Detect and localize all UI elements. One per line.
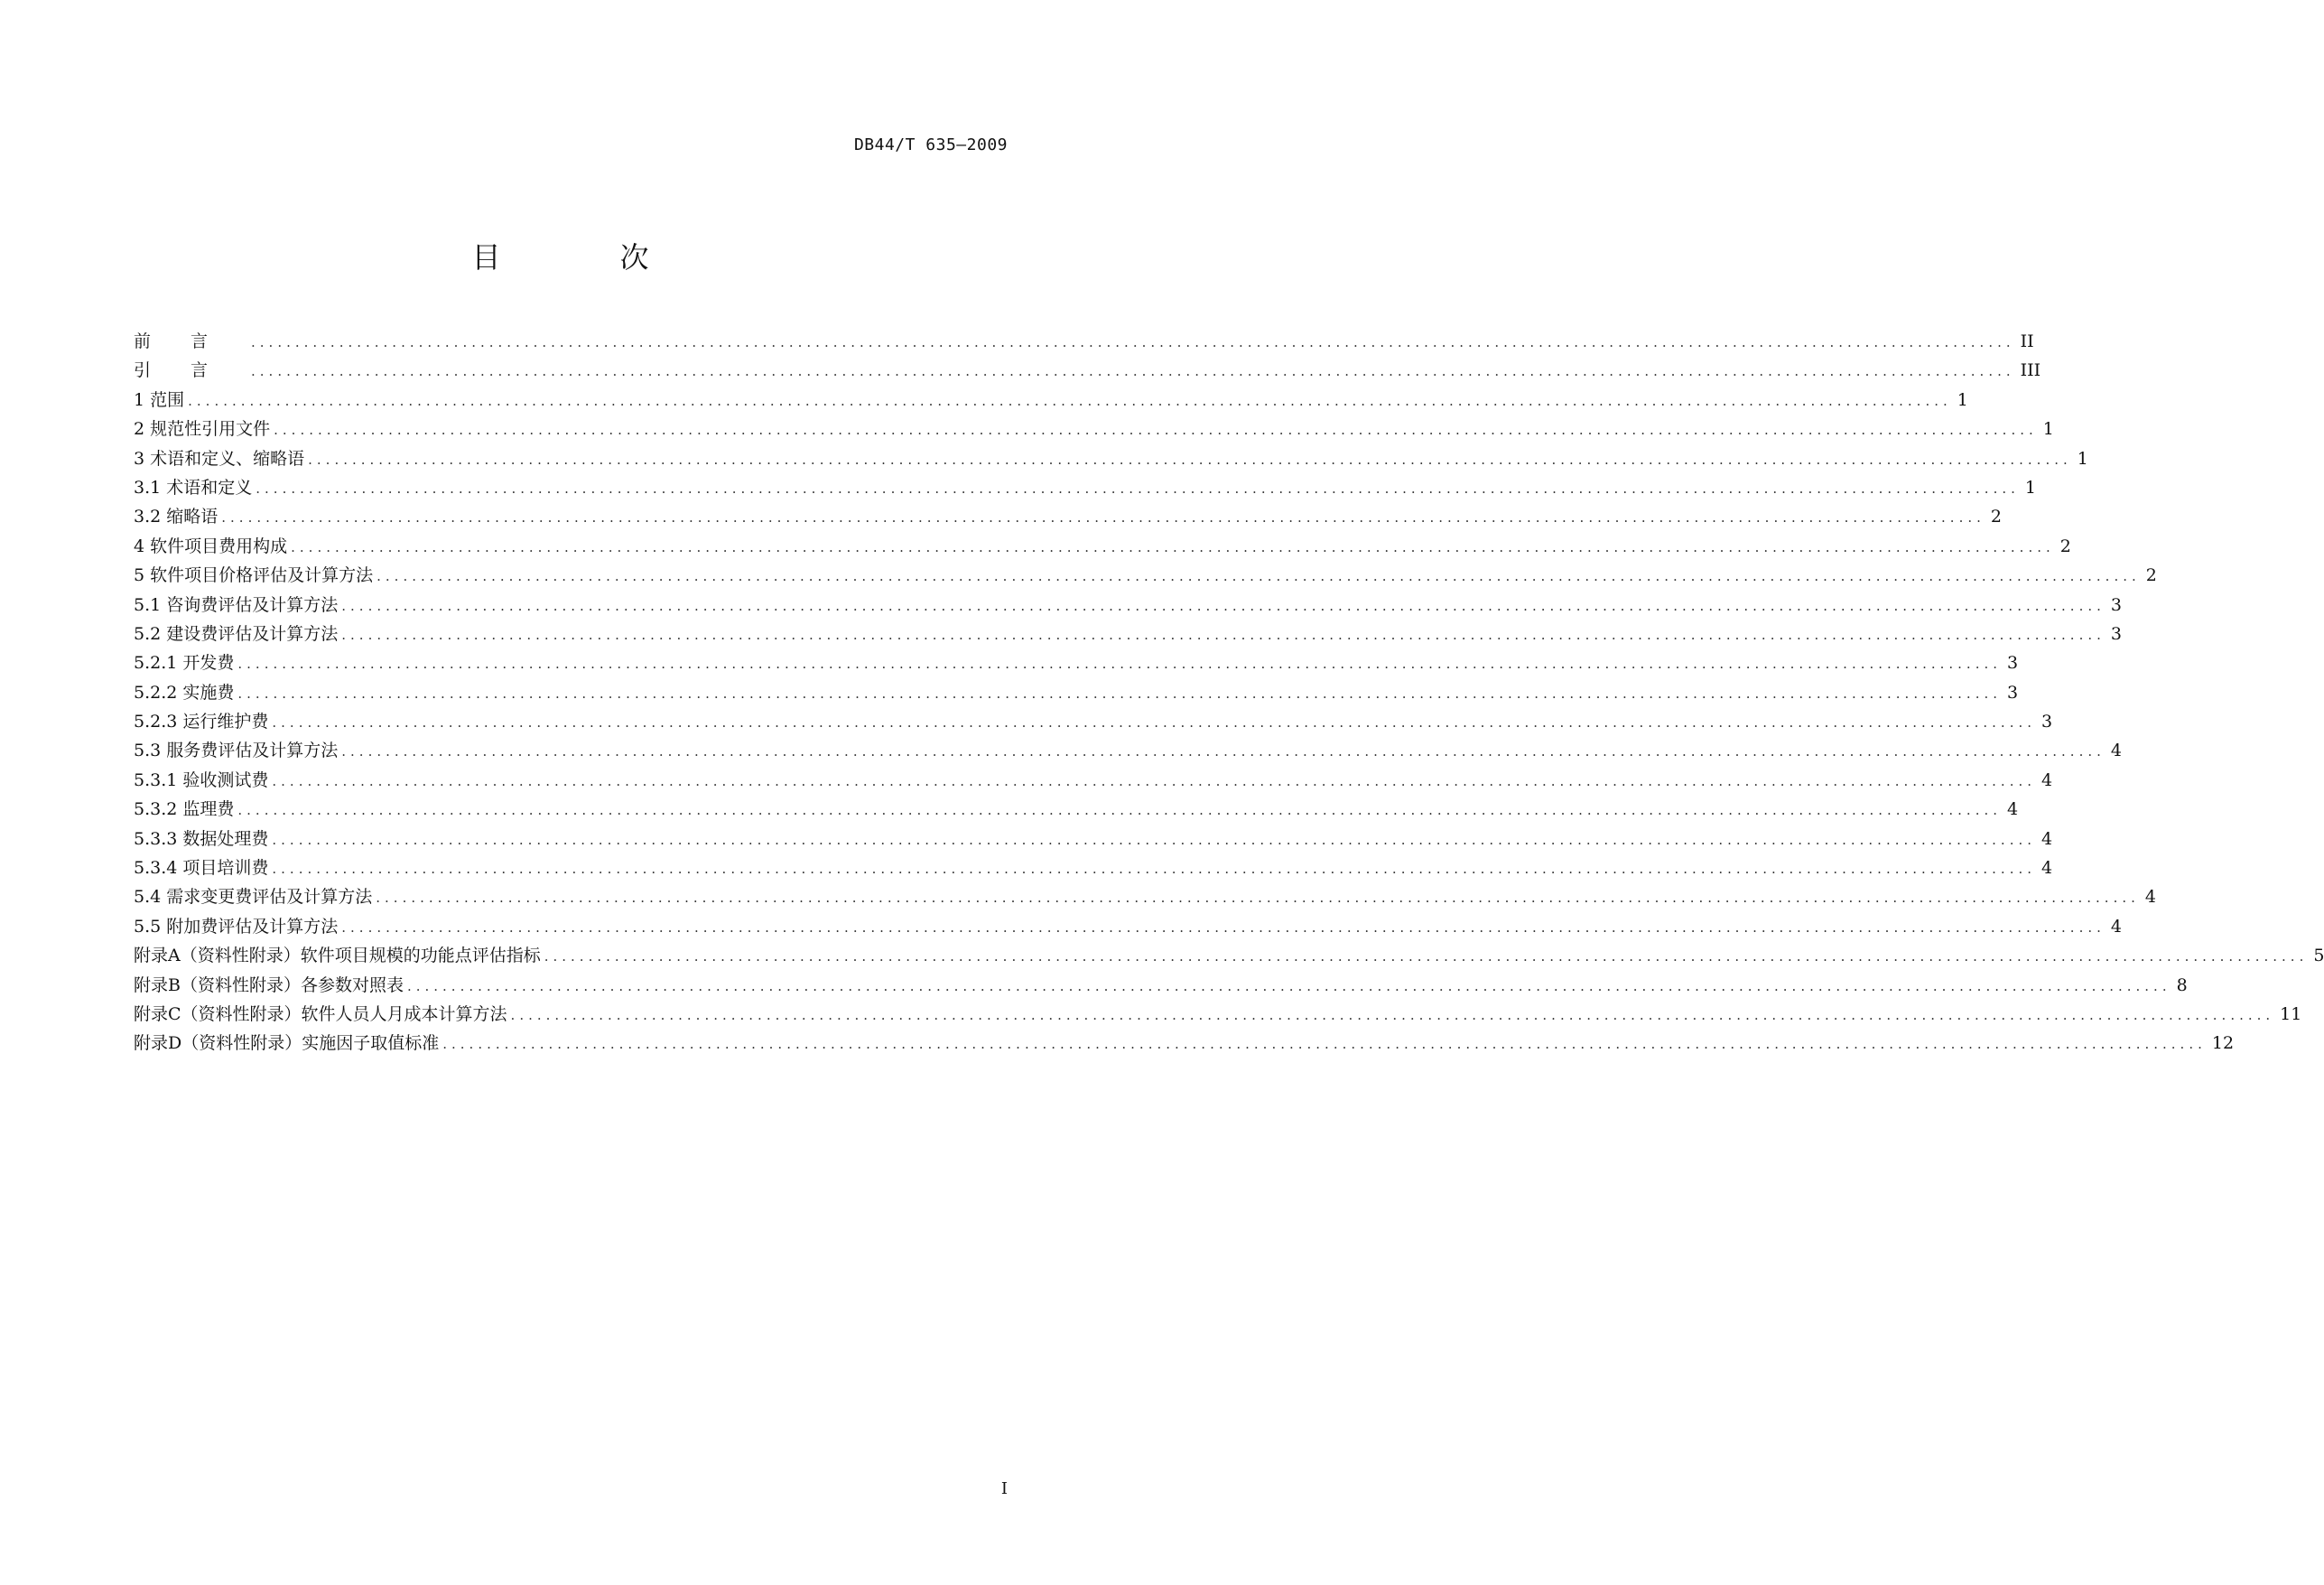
toc-entry-label: 5.2 建设费评估及计算方法 bbox=[134, 623, 339, 644]
toc-entry-page: 5 bbox=[2313, 946, 2324, 966]
toc-entry-label: 3.1 术语和定义 bbox=[134, 477, 253, 498]
toc-entry[interactable] bbox=[134, 972, 2188, 1001]
toc-dot-leader: ........................................................................................................................................................................................................ bbox=[341, 918, 2106, 936]
toc-entry-page: 3 bbox=[2007, 653, 2019, 674]
toc-entry-label: 4 软件项目费用构成 bbox=[134, 536, 288, 556]
toc-dot-leader: ........................................................................................................................................................................................................ bbox=[544, 948, 2309, 965]
toc-entry-page: 4 bbox=[2041, 828, 2053, 849]
toc-entry[interactable] bbox=[134, 1001, 2302, 1030]
toc-entry[interactable] bbox=[134, 854, 2053, 883]
toc-entry-label: 5.2.1 开发费 bbox=[134, 653, 235, 674]
toc-entry-label: 5.2.3 运行维护费 bbox=[134, 712, 269, 732]
toc-entry[interactable] bbox=[134, 679, 2019, 708]
toc-entry-page: 4 bbox=[2144, 887, 2156, 908]
toc-entry-page: 1 bbox=[1957, 389, 1968, 410]
toc-entry[interactable] bbox=[134, 649, 2019, 678]
toc-dot-leader: ........................................................................................................................................................................................................ bbox=[251, 363, 2015, 380]
toc-entry-page: 1 bbox=[2077, 448, 2088, 469]
toc-dot-leader: ........................................................................................................................................................................................................ bbox=[272, 861, 2037, 878]
toc-entry-page: 4 bbox=[2110, 741, 2122, 761]
toc-entry-label: 5.2.2 实施费 bbox=[134, 682, 235, 703]
toc-entry[interactable] bbox=[134, 825, 2053, 854]
toc-entry-label: 5.4 需求变更费评估及计算方法 bbox=[134, 887, 373, 908]
toc-entry[interactable] bbox=[134, 533, 2071, 562]
toc-entry-page: 2 bbox=[1990, 507, 2002, 527]
standard-code: DB44/T 635—2009 bbox=[853, 135, 1008, 154]
toc-entry[interactable] bbox=[134, 387, 1968, 415]
toc-dot-leader: ........................................................................................................................................................................................................ bbox=[442, 1036, 2207, 1053]
toc-dot-leader: ........................................................................................................................................................................................................ bbox=[188, 392, 1952, 409]
toc-dot-leader: ........................................................................................................................................................................................................ bbox=[274, 422, 2038, 439]
toc-entry-page: 4 bbox=[2041, 858, 2053, 879]
toc-entry-label: 附录A（资料性附录）软件项目规模的功能点评估指标 bbox=[134, 946, 541, 966]
toc-dot-leader: ........................................................................................................................................................................................................ bbox=[221, 509, 1985, 527]
toc-dot-leader: ........................................................................................................................................................................................................ bbox=[237, 685, 2003, 702]
toc-entry-page: 4 bbox=[2110, 916, 2122, 937]
toc-entry[interactable] bbox=[134, 445, 2088, 474]
toc-entry[interactable] bbox=[134, 708, 2053, 737]
toc-entry-label: 前言 bbox=[134, 331, 248, 351]
toc-entry-label: 5.3 服务费评估及计算方法 bbox=[134, 741, 339, 761]
toc-entry-page: 3 bbox=[2041, 712, 2053, 732]
toc-entry-page: II bbox=[2020, 331, 2034, 351]
toc-entry-page: 4 bbox=[2007, 799, 2019, 820]
toc-entry-page: 11 bbox=[2280, 1003, 2302, 1024]
toc-entry-label: 5 软件项目价格评估及计算方法 bbox=[134, 565, 374, 586]
toc-entry-label: 引言 bbox=[134, 360, 248, 381]
toc-entry-page: 3 bbox=[2110, 623, 2122, 644]
toc-entry-page: 1 bbox=[2042, 419, 2054, 440]
toc-entry-label: 1 范围 bbox=[134, 389, 185, 410]
toc-dot-leader: ........................................................................................................................................................................................................ bbox=[376, 568, 2141, 585]
toc-entry-page: 4 bbox=[2041, 769, 2053, 790]
toc-dot-leader: ........................................................................................................................................................................................................ bbox=[272, 831, 2037, 848]
page-number: I bbox=[1000, 1479, 1008, 1498]
toc-entry[interactable] bbox=[134, 415, 2054, 444]
toc-dot-leader: ........................................................................................................................................................................................................ bbox=[237, 656, 2003, 673]
toc-entry-page: 8 bbox=[2176, 974, 2188, 995]
toc-entry[interactable] bbox=[134, 357, 2041, 386]
toc-entry[interactable] bbox=[134, 942, 2324, 971]
toc-dot-leader: ........................................................................................................................................................................................................ bbox=[341, 743, 2106, 760]
toc-entry[interactable] bbox=[134, 883, 2156, 912]
toc-entry-label: 5.3.4 项目培训费 bbox=[134, 858, 269, 879]
toc-entry-page: III bbox=[2020, 360, 2041, 381]
toc-entry-page: 12 bbox=[2211, 1033, 2235, 1054]
toc-entry[interactable] bbox=[134, 328, 2034, 357]
toc-dot-leader: ........................................................................................................................................................................................................ bbox=[406, 977, 2171, 994]
toc-entry-label: 5.1 咨询费评估及计算方法 bbox=[134, 594, 339, 615]
toc-entry-page: 3 bbox=[2110, 594, 2122, 615]
toc-entry-page: 1 bbox=[2024, 477, 2036, 498]
toc-dot-leader: ........................................................................................................................................................................................................ bbox=[256, 480, 2020, 497]
toc-entry[interactable] bbox=[134, 913, 2122, 942]
toc-entry-page: 2 bbox=[2145, 565, 2157, 586]
toc-entry-label: 附录C（资料性附录）软件人员人月成本计算方法 bbox=[134, 1003, 507, 1024]
toc-dot-leader: ........................................................................................................................................................................................................ bbox=[237, 802, 2003, 819]
toc-entry-label: 3 术语和定义、缩略语 bbox=[134, 448, 305, 469]
toc-entry-page: 3 bbox=[2007, 682, 2019, 703]
toc-dot-leader: ........................................................................................................................................................................................................ bbox=[341, 597, 2106, 614]
toc-entry-label: 3.2 缩略语 bbox=[134, 507, 218, 527]
toc-dot-leader: ........................................................................................................................................................................................................ bbox=[376, 890, 2140, 907]
toc-dot-leader: ........................................................................................................................................................................................................ bbox=[510, 1006, 2275, 1023]
toc-entry[interactable] bbox=[134, 1030, 2235, 1058]
toc-dot-leader: ........................................................................................................................................................................................................ bbox=[272, 772, 2037, 789]
toc-entry[interactable] bbox=[134, 620, 2122, 649]
toc-entry-label: 5.3.3 数据处理费 bbox=[134, 828, 269, 849]
toc-entry-label: 附录D（资料性附录）实施因子取值标准 bbox=[134, 1033, 440, 1054]
page-title: 目 次 bbox=[471, 240, 694, 275]
toc-entry-label: 5.5 附加费评估及计算方法 bbox=[134, 916, 339, 937]
toc-entry-page: 2 bbox=[2059, 536, 2071, 556]
toc-entry[interactable] bbox=[134, 592, 2122, 620]
toc-entry[interactable] bbox=[134, 562, 2157, 591]
toc-entry-label: 5.3.1 验收测试费 bbox=[134, 769, 269, 790]
toc-entry[interactable] bbox=[134, 503, 2002, 532]
toc-dot-leader: ........................................................................................................................................................................................................ bbox=[308, 451, 2072, 468]
toc-entry-label: 5.3.2 监理费 bbox=[134, 799, 235, 820]
toc-entry[interactable] bbox=[134, 474, 2036, 503]
toc-entry-label: 2 规范性引用文件 bbox=[134, 419, 271, 440]
toc-entry[interactable] bbox=[134, 737, 2122, 766]
toc-entry-label: 附录B（资料性附录）各参数对照表 bbox=[134, 974, 404, 995]
table-of-contents bbox=[134, 328, 2324, 1059]
toc-dot-leader: ........................................................................................................................................................................................................ bbox=[291, 538, 2055, 555]
toc-entry[interactable] bbox=[134, 796, 2019, 825]
toc-dot-leader: ........................................................................................................................................................................................................ bbox=[341, 626, 2106, 643]
toc-dot-leader: ........................................................................................................................................................................................................ bbox=[272, 714, 2037, 732]
toc-dot-leader: ........................................................................................................................................................................................................ bbox=[251, 334, 2015, 350]
toc-entry[interactable] bbox=[134, 767, 2053, 796]
